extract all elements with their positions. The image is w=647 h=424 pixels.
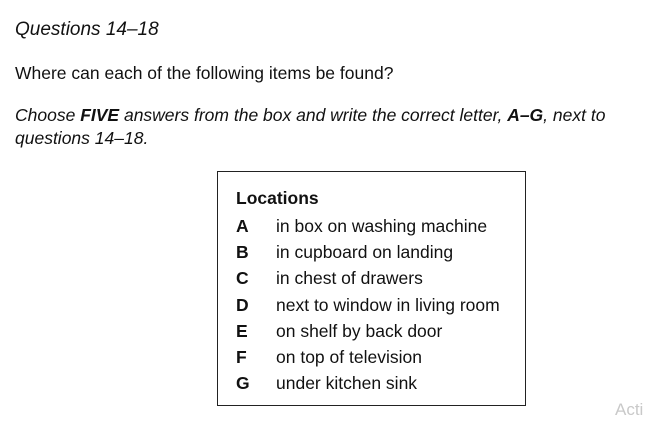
location-option-d	[236, 292, 500, 318]
instruction-part-1: Choose	[15, 105, 81, 125]
option-letter: G	[236, 373, 250, 394]
option-text: on shelf by back door	[276, 320, 443, 341]
location-option-a	[236, 213, 500, 239]
option-letter: A	[236, 215, 249, 236]
instruction-letter-range: A–G	[507, 105, 544, 125]
option-text: under kitchen sink	[276, 373, 418, 394]
locations-box	[217, 171, 526, 406]
option-text: on top of television	[276, 347, 422, 368]
option-letter: B	[236, 241, 249, 262]
option-letter: E	[236, 320, 248, 341]
section-heading: Questions 14–18	[15, 19, 159, 40]
instruction-count: FIVE	[80, 105, 120, 125]
option-text: in chest of drawers	[276, 268, 423, 289]
instruction-text	[15, 104, 640, 150]
option-text: in box on washing machine	[276, 215, 488, 236]
instruction-part-3: , next to questions 14–18.	[15, 105, 606, 148]
location-option-g	[236, 371, 500, 397]
activation-watermark: Acti	[615, 400, 644, 419]
instruction-part-2: answers from the box and write the correct letter,	[119, 105, 508, 125]
location-option-f	[236, 344, 500, 370]
option-letter: C	[236, 268, 249, 289]
location-option-c	[236, 266, 500, 292]
location-option-e	[236, 318, 500, 344]
question-text: Where can each of the following items be found?	[15, 63, 394, 83]
locations-title: Locations	[236, 188, 319, 208]
option-letter: F	[236, 347, 247, 368]
option-text: next to window in living room	[276, 294, 500, 315]
location-option-b	[236, 239, 500, 265]
option-text: in cupboard on landing	[276, 241, 454, 262]
locations-list	[236, 213, 500, 397]
option-letter: D	[236, 294, 249, 315]
